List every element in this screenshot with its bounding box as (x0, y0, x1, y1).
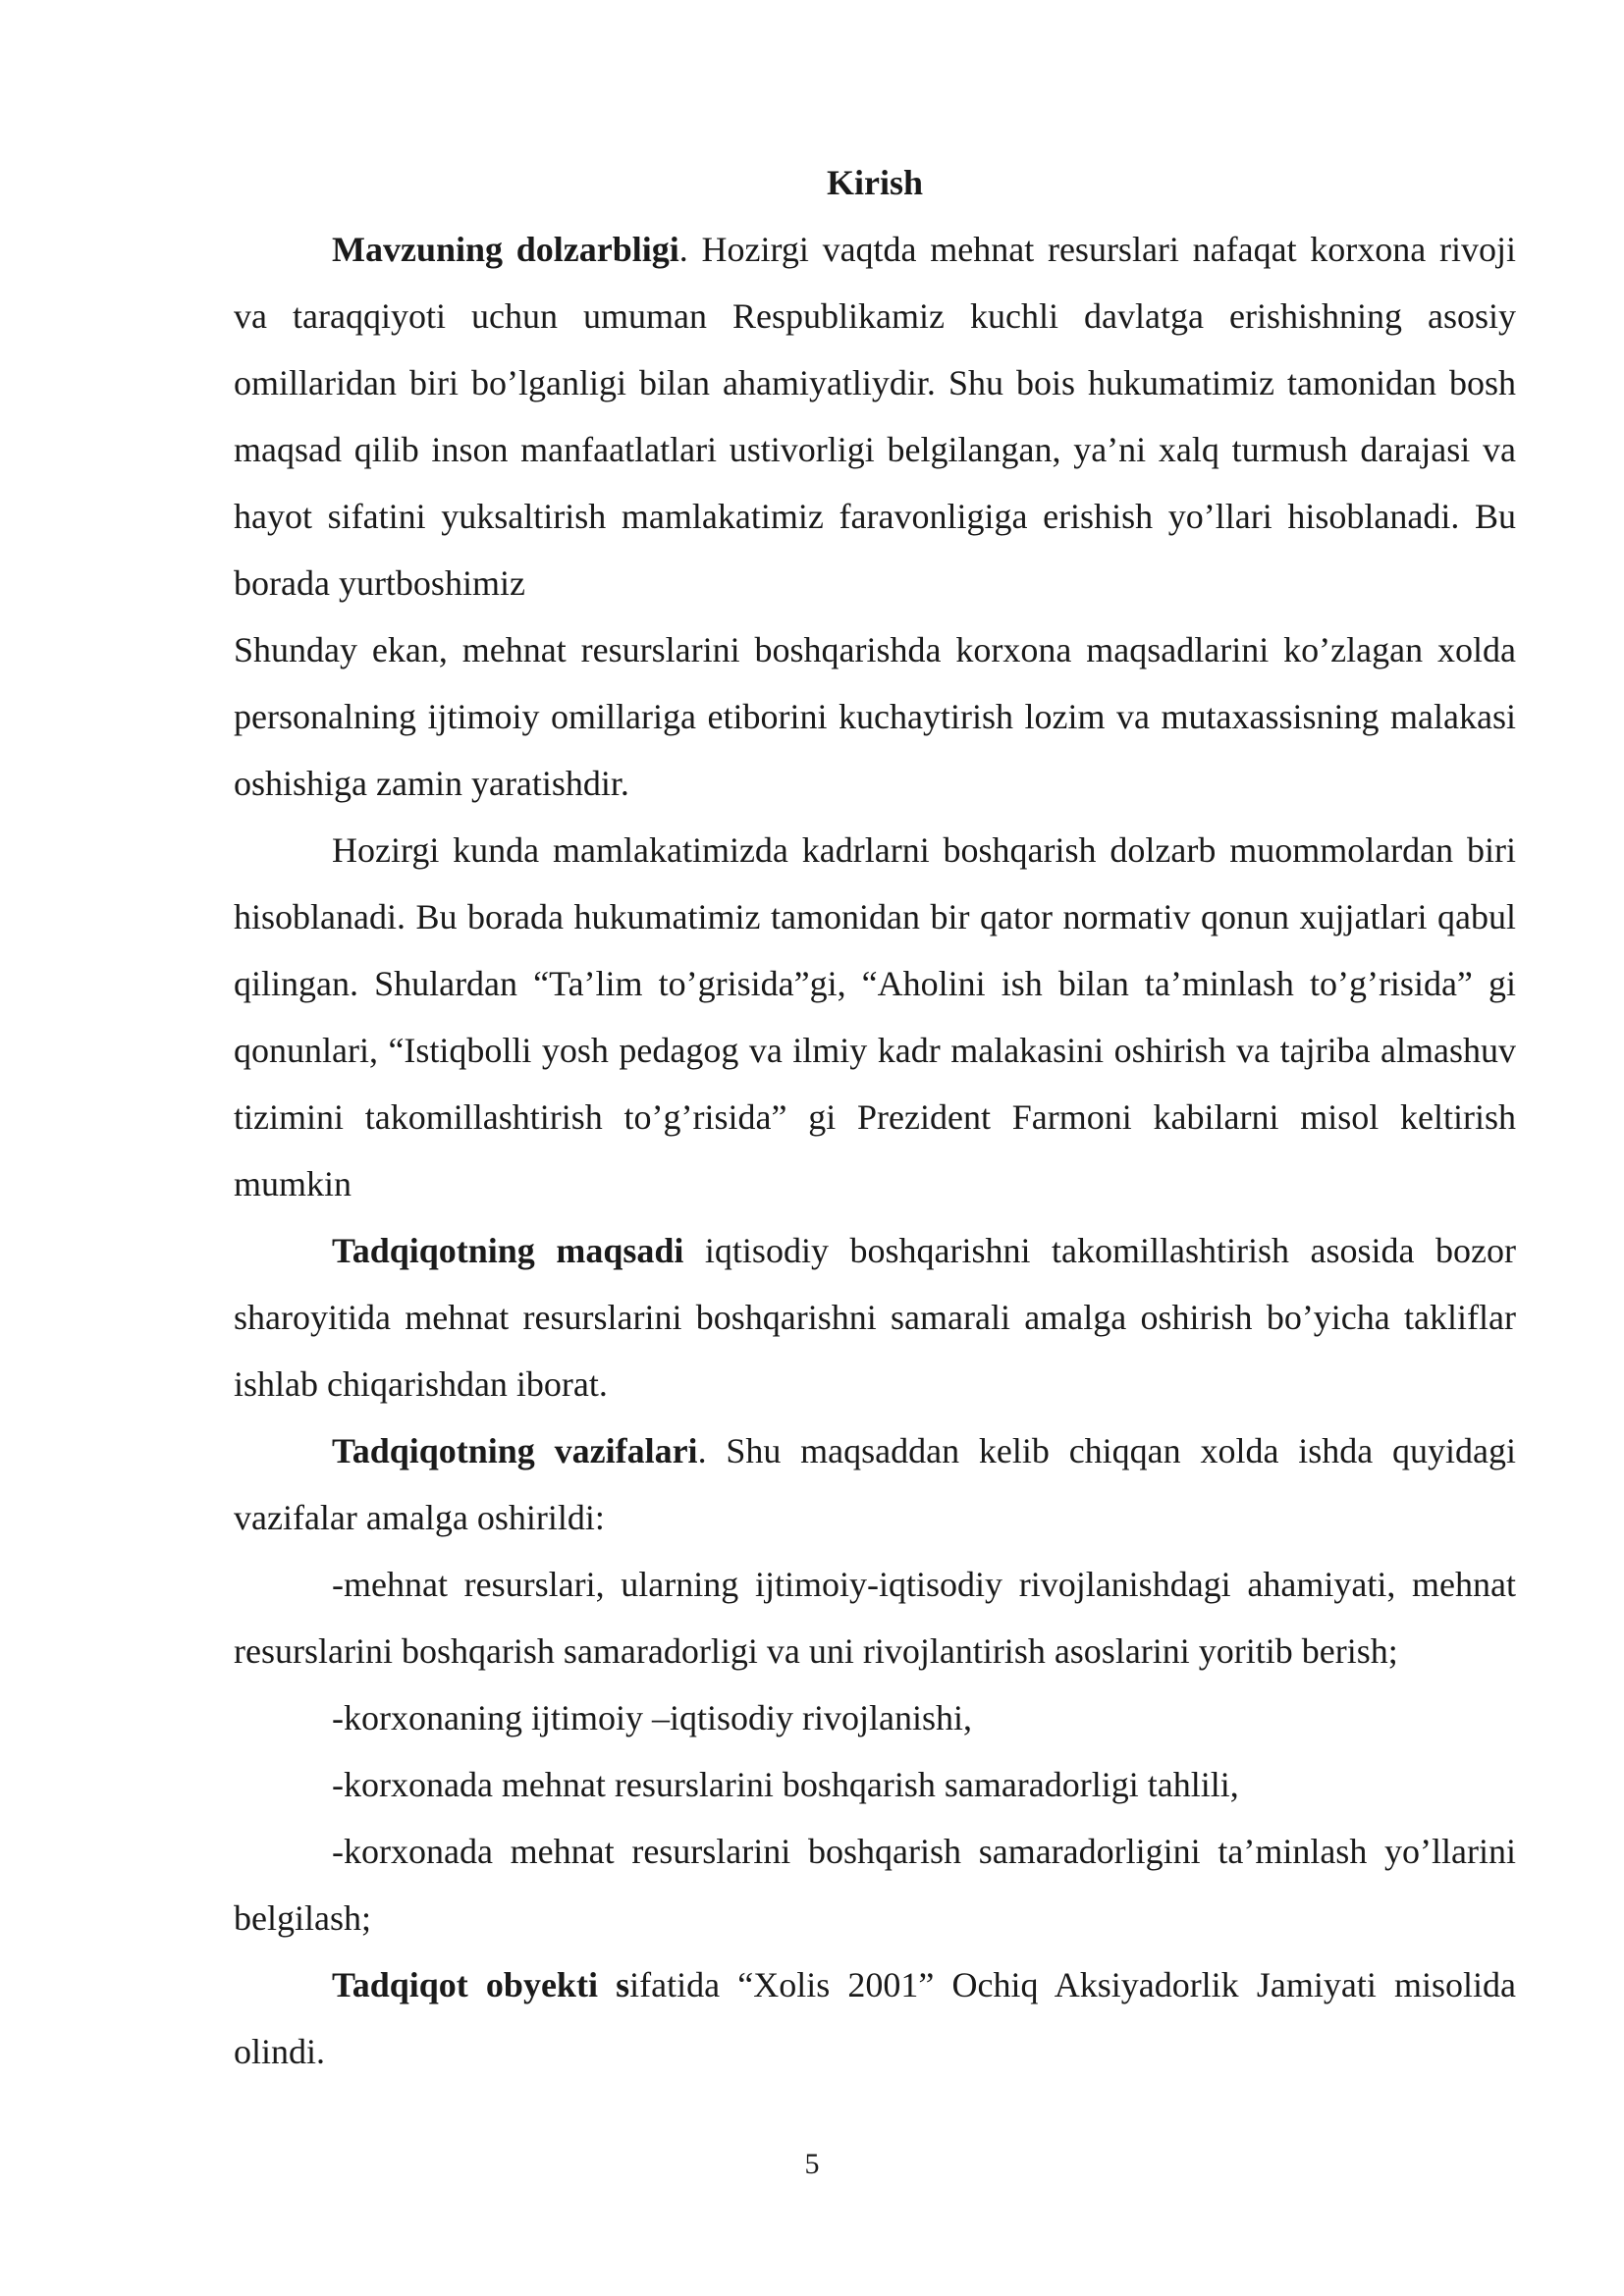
object-heading: Tadqiqot obyekti s (332, 1965, 630, 2004)
page-content (234, 149, 1516, 2085)
goal-text: iqtisodiy boshqarishni takomillashtirish asosida bozor sharoyitida mehnat resurslarini boshqarishni samarali amalga oshirish bo’yicha takliflar ishlab chiqarishdan iborat. (234, 1231, 1516, 1404)
page-number: 5 (804, 2148, 820, 2180)
paragraph-conclusion: Shunday ekan, mehnat resurslarini boshqarishda korxona maqsadlarini ko’zlagan xolda personalning ijtimoiy omillariga etiborini kuchaytirish lozim va mutaxassisning malakasi oshishiga zamin yaratishdir. (234, 630, 1516, 803)
goal-heading: Tadqiqotning maqsadi (332, 1231, 684, 1270)
relevance-heading: Mavzuning dolzarbligi (332, 230, 679, 269)
tasks-text: . Shu maqsaddan kelib chiqqan xolda ishda quyidagi vazifalar amalga oshirildi: (234, 1431, 1516, 1537)
task-item-3: -korxonada mehnat resurslarini boshqarish samaradorligi tahlili, (332, 1765, 1239, 1804)
paragraph-legal-acts: Hozirgi kunda mamlakatimizda kadrlarni boshqarish dolzarb muommolardan biri hisoblanadi. Bu borada hukumatimiz tamonidan bir qator normativ qonun xujjatlari qabul qilingan. Shulardan “Ta’lim to’grisida”gi, “Aholini ish bilan ta’minlash to’g’risida” gi qonunlari, “Istiqbolli yosh pedagog va ilmiy kadr malakasini oshirish va tajriba almashuv tizimini takomillashtirish to’g’risida” gi Prezident Farmoni kabilarni misol keltirish mumkin (234, 830, 1516, 1203)
paragraph-goal (234, 1217, 1516, 1417)
paragraph-tasks (234, 1417, 1516, 1551)
task-item-1: -mehnat resurslari, ularning ijtimoiy-iqtisodiy rivojlanishdagi ahamiyati, mehnat resurslarini boshqarish samaradorligi va uni rivojlantirish asoslarini yoritib berish; (234, 1565, 1516, 1671)
task-item-2: -korxonaning ijtimoiy –iqtisodiy rivojlanishi, (332, 1698, 972, 1737)
section-title: Kirish (826, 163, 923, 202)
tasks-heading: Tadqiqotning vazifalari (332, 1431, 698, 1470)
paragraph-object (234, 1951, 1516, 2085)
paragraph-relevance (234, 216, 1516, 616)
task-item-4: -korxonada mehnat resurslarini boshqarish samaradorligini ta’minlash yo’llarini belgilash; (234, 1832, 1516, 1938)
object-text: ifatida “Xolis 2001” Ochiq Aksiyadorlik Jamiyati misolida olindi. (234, 1965, 1516, 2071)
relevance-text: . Hozirgi vaqtda mehnat resurslari nafaqat korxona rivoji va taraqqiyoti uchun umuman Respublikamiz kuchli davlatga erishishning asosiy omillaridan biri bo’lganligi bilan ahamiyatliydir. Shu bois hukumatimiz tamonidan bosh maqsad qilib inson manfaatlatlari ustivorligi belgilangan, ya’ni xalq turmush darajasi va hayot sifatini yuksaltirish mamlakatimiz faravonligiga erishish yo’llari hisoblanadi. Bu borada yurtboshimiz (234, 230, 1517, 603)
